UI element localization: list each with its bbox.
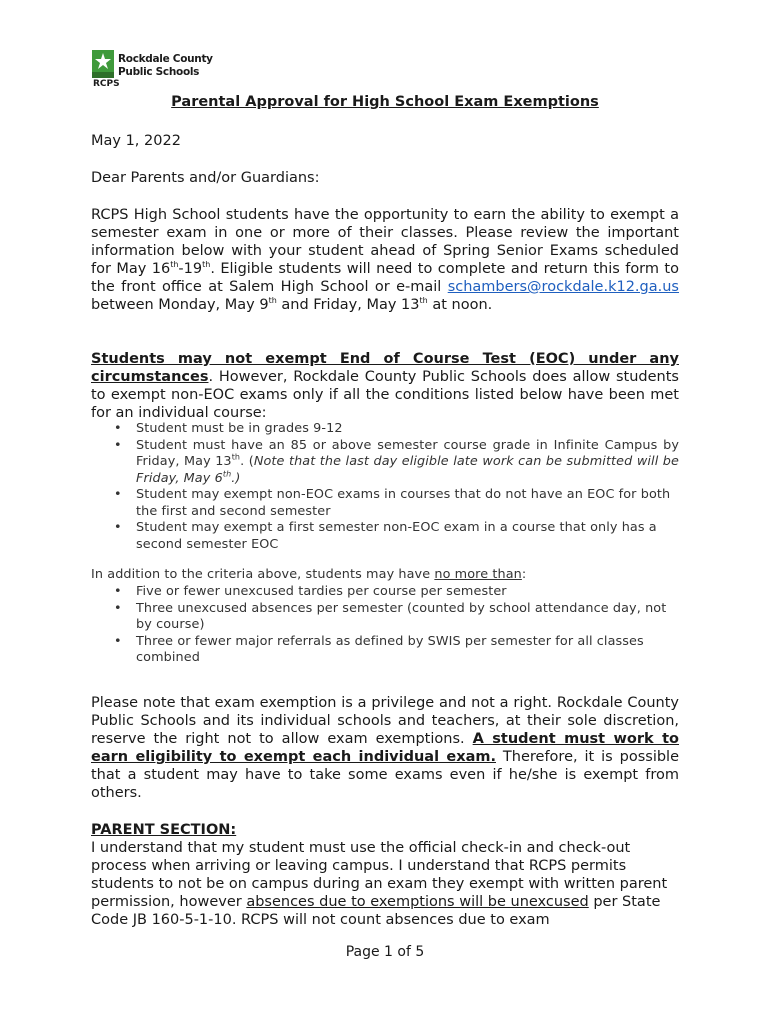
eoc-warning: Students may not exempt End of Course Test (EOC) under any circumstances bbox=[91, 351, 679, 385]
privilege-emphasis: A student must work to earn eligibility to exempt each individual exam. bbox=[91, 731, 680, 765]
logo-name bbox=[118, 53, 213, 79]
letter-date: May 1, 2022 bbox=[91, 133, 181, 149]
logo-abbreviation: RCPS bbox=[93, 79, 120, 89]
page-number: Page 1 of 5 bbox=[345, 944, 425, 960]
logo-line-1: Rockdale County bbox=[118, 53, 213, 65]
list-item: • Student must have an 85 or above semester course grade in Infinite Campus by Friday, May 13th. (Note that the last day eligible late work can be submitted will be Friday, May 6th.) bbox=[112, 438, 679, 488]
addition-line: In addition to the criteria above, students may have no more than: bbox=[91, 567, 527, 582]
rcps-logo bbox=[92, 50, 222, 92]
intro-paragraph: RCPS High School students have the opportunity to earn the ability to exempt a semester exam in one or more of their classes. Please review the important information below with your student ahead of Spring Senior Exams scheduled for May 16th-19th. Eligible students will need to complete and return this form to the front office at Salem High School or e-mail schambers@rockdale.k12.ga.us between Monday, May 9th and Friday, May 13th at noon. bbox=[91, 207, 679, 313]
list-item: • Three or fewer major referrals as defined by SWIS per semester for all classes combined bbox=[112, 634, 679, 667]
parent-section-heading: PARENT SECTION: bbox=[91, 822, 237, 838]
parent-section-text: I understand that my student must use the official check-in and check-out process when arriving or leaving campus. I understand that RCPS permits students to not be on campus during an exam they exempt with written parent permission, however absences due to exemptions will be unexcused per State Code JB 160-5-1-10. RCPS will not count absences due to exam bbox=[91, 840, 668, 928]
privilege-paragraph: Please note that exam exemption is a privilege and not a right. Rockdale County Public Schools and its individual schools and teachers, at their sole discretion, reserve the right not to allow exam exemptions. A student must work to earn eligibility to exempt each individual exam. Therefore, it is possible that a student may have to take some exams even if he/she is exempt from others. bbox=[91, 695, 680, 801]
list-item: • Student must be in grades 9-12 bbox=[112, 421, 679, 438]
list-item: • Three unexcused absences per semester (counted by school attendance day, not by course) bbox=[112, 601, 679, 634]
list-item: • Student may exempt non-EOC exams in courses that do not have an EOC for both the first and second semester bbox=[112, 487, 679, 520]
list-item: • Student may exempt a first semester non-EOC exam in a course that only has a second semester EOC bbox=[112, 520, 679, 553]
limits-list bbox=[112, 584, 679, 667]
eoc-paragraph: Students may not exempt End of Course Test (EOC) under any circumstances. However, Rockdale County Public Schools does allow students to exempt non-EOC exams only if all the conditions listed below have been met for an individual course: bbox=[91, 351, 679, 421]
salutation: Dear Parents and/or Guardians: bbox=[91, 170, 320, 186]
email-link[interactable]: schambers@rockdale.k12.ga.us bbox=[447, 279, 679, 295]
list-item: • Five or fewer unexcused tardies per course per semester bbox=[112, 584, 679, 601]
conditions-list bbox=[112, 421, 679, 553]
page-title: Parental Approval for High School Exam Exemptions bbox=[171, 94, 599, 110]
logo-line-2: Public Schools bbox=[118, 66, 200, 78]
